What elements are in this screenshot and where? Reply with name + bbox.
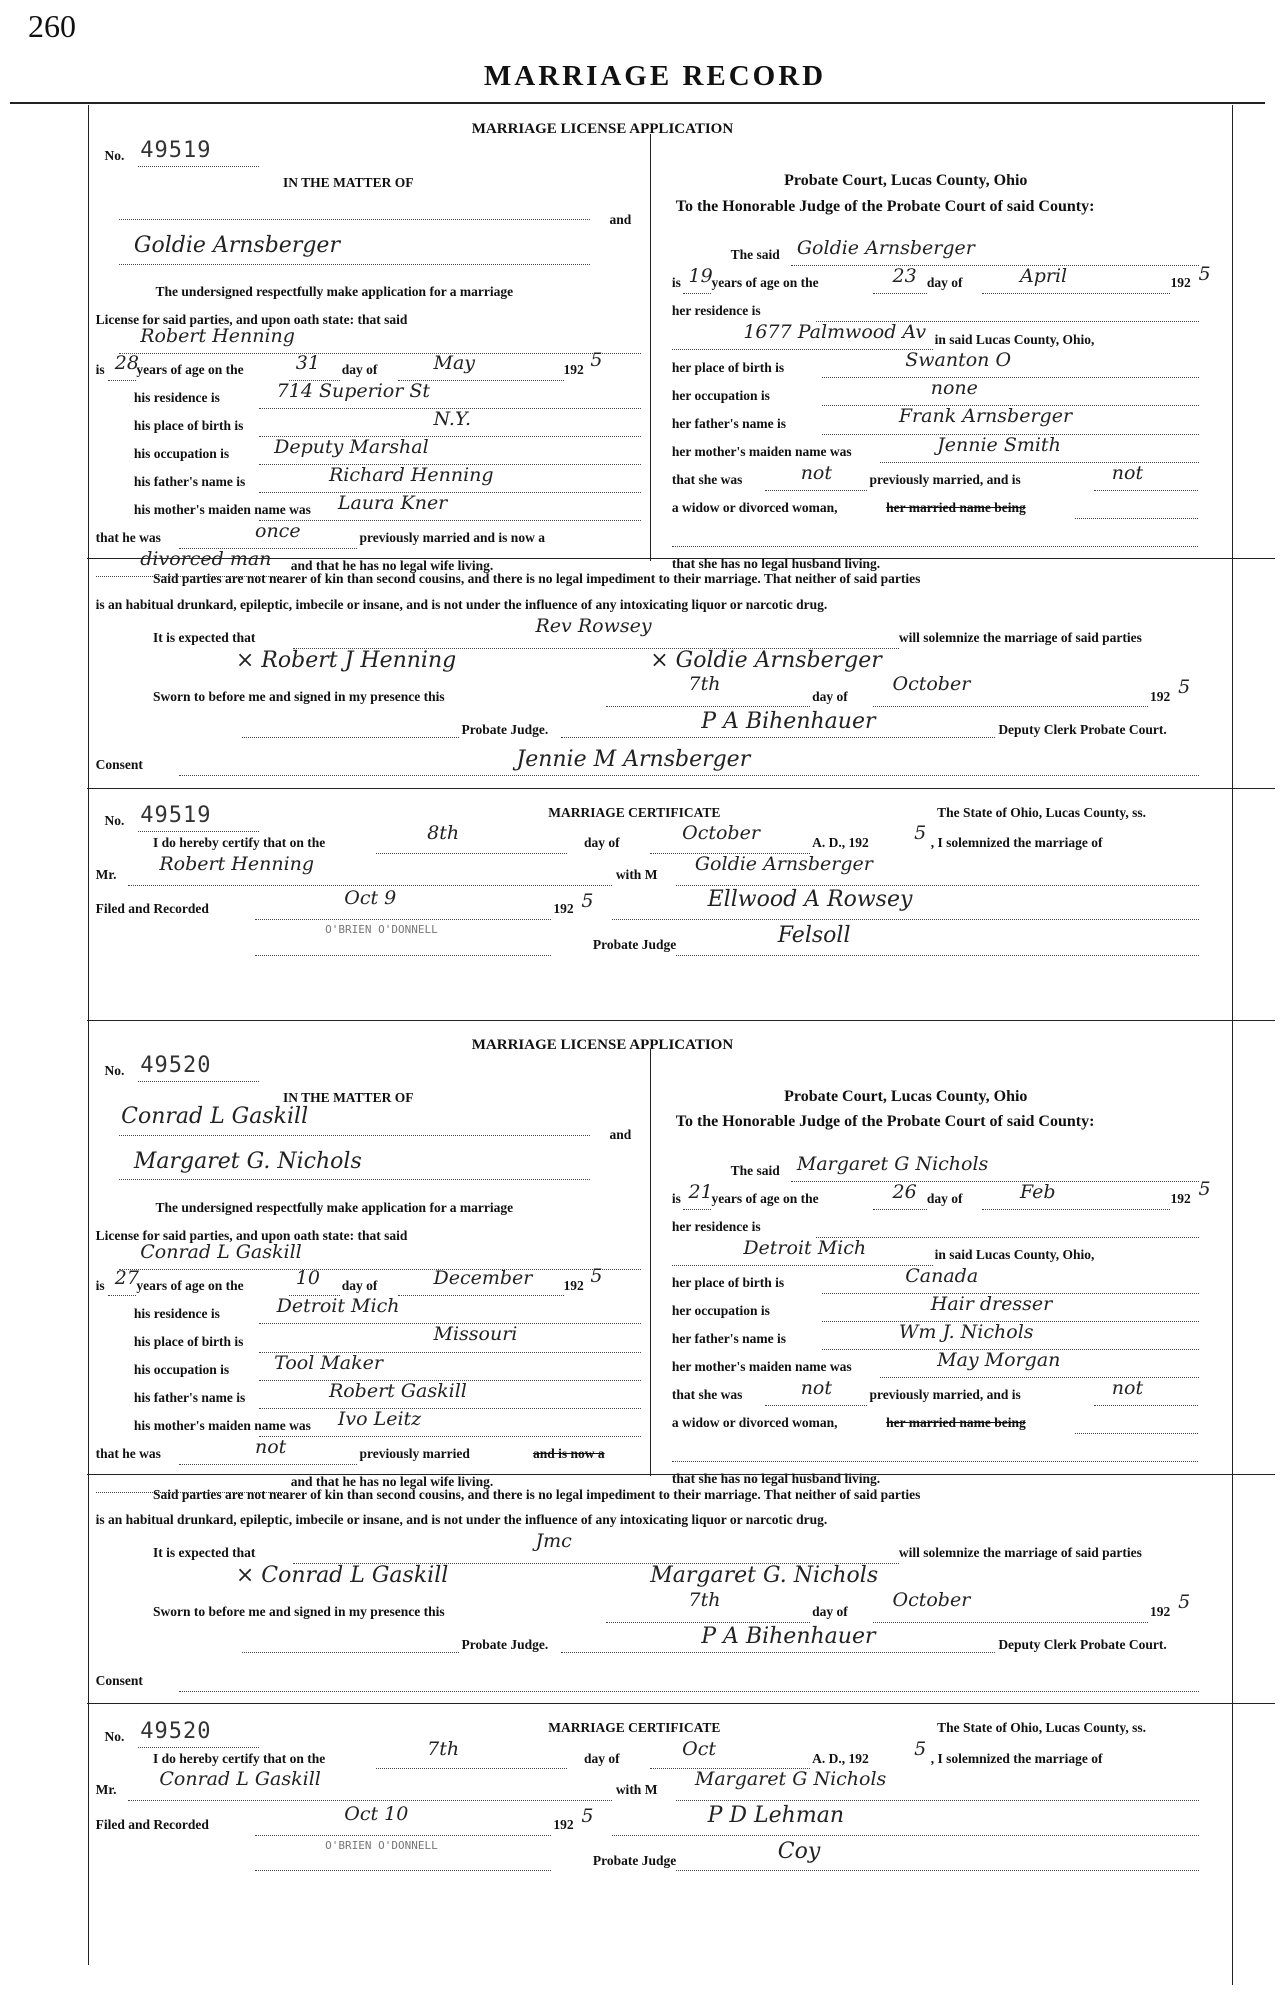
stamp: O'BRIEN O'DONNELL xyxy=(325,1838,438,1852)
underline xyxy=(259,520,642,521)
sworn-day-of: day of xyxy=(812,1603,848,1619)
b-occupation-label: her occupation is xyxy=(671,1303,770,1319)
underline xyxy=(255,1870,551,1871)
record-number: 49519 xyxy=(140,137,212,163)
cert-mr: Mr. xyxy=(95,1782,117,1798)
g-age: 27 xyxy=(114,1267,139,1290)
b-residence-label: her residence is xyxy=(671,1218,761,1234)
cert-with: with M xyxy=(615,867,658,882)
b-day: 26 xyxy=(892,1180,917,1203)
underline xyxy=(672,546,1199,547)
intro-line-1: The undersigned respectfully make application for a marriage xyxy=(155,284,514,300)
column-divider xyxy=(650,1049,651,1476)
underline xyxy=(255,1835,551,1836)
underline xyxy=(672,1265,933,1266)
b-occupation-value: Hair dresser xyxy=(930,1292,1053,1315)
g-day-of: day of xyxy=(341,1277,378,1293)
section-divider xyxy=(87,1020,1275,1021)
g-prev-text: previously married and is now a xyxy=(359,530,545,546)
underline xyxy=(376,853,567,854)
app-title: MARRIAGE LICENSE APPLICATION xyxy=(471,1036,734,1053)
underline xyxy=(179,1464,358,1465)
underline xyxy=(561,737,995,738)
cert-certify: I do hereby certify that on the xyxy=(153,835,326,851)
filed-label: Filed and Recorded xyxy=(95,901,209,917)
underline xyxy=(1094,1405,1199,1406)
cert-month: Oct xyxy=(682,1737,716,1760)
underline xyxy=(676,955,1199,956)
underline xyxy=(179,775,1199,776)
g-that-label: that he was xyxy=(95,530,161,546)
kin-line-1: Said parties are not nearer of kin than second cousins, and there is no legal impediment to their marriage. That neither of said parties xyxy=(153,571,921,587)
underline xyxy=(138,831,259,832)
b-age-text: years of age on the xyxy=(711,275,819,291)
cert-no-label: No. xyxy=(104,1728,125,1744)
b-mother-label: her mother's maiden name was xyxy=(671,443,852,459)
b-mother-label: her mother's maiden name was xyxy=(671,1359,852,1375)
cert-bride: Margaret G Nichols xyxy=(694,1768,887,1791)
intro-line-2: License for said parties, and upon oath state: that said xyxy=(95,312,408,328)
cert-judge-sig: Coy xyxy=(777,1838,821,1864)
b-residence-suffix: in said Lucas County, Ohio, xyxy=(934,331,1095,347)
b-occupation-value: none xyxy=(930,377,978,400)
cert-state: The State of Ohio, Lucas County, ss. xyxy=(937,1719,1147,1735)
b-occupation-label: her occupation is xyxy=(671,387,770,403)
underline xyxy=(119,1179,591,1180)
b-mother-value: Jennie Smith xyxy=(937,433,1061,456)
court-address: To the Honorable Judge of the Probate Court of said County: xyxy=(675,1113,1095,1131)
no-label: No. xyxy=(104,1063,125,1079)
g-prev-text: previously married xyxy=(359,1445,470,1461)
g-year: 5 xyxy=(590,1264,603,1287)
underline xyxy=(683,1209,711,1210)
underline xyxy=(765,1405,867,1406)
page-title: MARRIAGE RECORD xyxy=(483,60,827,92)
b-prev: not xyxy=(800,1377,832,1399)
filed-date: Oct 9 xyxy=(344,887,397,910)
g-nowife: and that he has no legal wife living. xyxy=(290,558,494,574)
cert-no-label: No. xyxy=(104,813,125,829)
underline xyxy=(128,1800,613,1801)
consent-label: Consent xyxy=(95,1672,143,1688)
cert-title: MARRIAGE CERTIFICATE xyxy=(548,1719,721,1735)
app-title: MARRIAGE LICENSE APPLICATION xyxy=(471,121,734,138)
g-residence-value: Detroit Mich xyxy=(276,1295,400,1318)
section-divider xyxy=(87,788,1275,789)
solemnize-text: will solemnize the marriage of said parties xyxy=(898,629,1142,645)
underline xyxy=(606,706,810,707)
g-father-value: Richard Henning xyxy=(328,464,494,487)
bride-name: Goldie Arnsberger xyxy=(133,233,340,259)
b-residence-value: Detroit Mich xyxy=(743,1236,867,1259)
consent-sig: Jennie M Arnsberger xyxy=(516,747,751,773)
g-residence-label: his residence is xyxy=(133,390,220,406)
matter-label: IN THE MATTER OF xyxy=(283,174,414,190)
underline xyxy=(119,219,591,220)
g-occupation-value: Tool Maker xyxy=(274,1351,383,1374)
g-prev: once xyxy=(255,520,301,543)
g-father-value: Robert Gaskill xyxy=(328,1379,467,1402)
underline xyxy=(259,1436,642,1437)
cert-judge-label: Probate Judge xyxy=(592,1852,677,1868)
b-name: Margaret G Nichols xyxy=(796,1152,989,1175)
g-father-label: his father's name is xyxy=(133,474,246,490)
g-occupation-value: Deputy Marshal xyxy=(274,436,429,459)
underline xyxy=(128,885,613,886)
b-year: 5 xyxy=(1198,262,1211,285)
b-day: 23 xyxy=(892,265,917,288)
b-is: is xyxy=(671,275,681,291)
b-birth-label: her place of birth is xyxy=(671,359,785,375)
underline xyxy=(676,885,1199,886)
b-year-prefix: 192 xyxy=(1170,275,1191,291)
g-mother-value: Laura Kner xyxy=(337,492,448,515)
g-mother-label: his mother's maiden name was xyxy=(133,502,311,518)
b-is: is xyxy=(671,1190,681,1206)
b-residence-label: her residence is xyxy=(671,303,761,319)
underline xyxy=(873,293,927,294)
groom-name-again: Conrad L Gaskill xyxy=(140,1240,302,1263)
b-birth-value: Swanton O xyxy=(905,349,1012,372)
cert-judge-label: Probate Judge xyxy=(592,937,677,953)
cert-ad: A. D., 192 xyxy=(812,835,869,851)
sworn-day: 7th xyxy=(688,673,721,696)
cert-groom: Robert Henning xyxy=(159,852,315,875)
cert-state: The State of Ohio, Lucas County, ss. xyxy=(937,804,1147,820)
b-month: April xyxy=(1020,265,1068,288)
underline xyxy=(982,1209,1171,1210)
underline xyxy=(376,1768,567,1769)
section-divider xyxy=(87,1474,1275,1475)
b-widow: not xyxy=(1111,461,1144,484)
underline xyxy=(606,1622,810,1623)
filed-year: 5 xyxy=(581,1805,594,1828)
and-label: and xyxy=(609,211,632,227)
underline xyxy=(880,462,1199,463)
g-birth-label: his place of birth is xyxy=(133,1333,244,1349)
g-year-prefix: 192 xyxy=(563,362,584,378)
underline xyxy=(1075,518,1199,519)
intro-line-2: License for said parties, and upon oath state: that said xyxy=(95,1227,408,1243)
g-is: is xyxy=(95,1277,105,1293)
g-status: divorced man xyxy=(140,548,272,571)
kin-line-2: is an habitual drunkard, epileptic, imbecile or insane, and is not under the influence of any intoxicating liquor or narcotic drug. xyxy=(95,596,828,612)
g-nowife: and that he has no legal wife living. xyxy=(290,1473,494,1489)
underline xyxy=(765,490,867,491)
g-mother-label: his mother's maiden name was xyxy=(133,1417,311,1433)
cert-solemnized: , I solemnized the marriage of xyxy=(930,1750,1103,1766)
cert-minister: P D Lehman xyxy=(707,1802,844,1828)
b-name: Goldie Arnsberger xyxy=(796,237,975,260)
g-year-prefix: 192 xyxy=(563,1277,584,1293)
cert-bride: Goldie Arnsberger xyxy=(694,852,873,875)
cert-judge-sig: Felsoll xyxy=(777,923,851,949)
b-said-label: The said xyxy=(730,247,780,263)
stamp: O'BRIEN O'DONNELL xyxy=(325,923,438,937)
cert-ad: A. D., 192 xyxy=(812,1750,869,1766)
b-struck: her married name being xyxy=(886,499,1026,515)
section-divider xyxy=(87,1703,1275,1704)
underline xyxy=(683,293,711,294)
cert-day: 7th xyxy=(427,1737,460,1760)
underline xyxy=(880,1377,1199,1378)
g-day: 31 xyxy=(295,351,320,374)
sworn-month: October xyxy=(892,673,971,696)
b-residence-value: 1677 Palmwood Av xyxy=(743,321,927,344)
b-day-of: day of xyxy=(926,275,963,291)
b-year-prefix: 192 xyxy=(1170,1190,1191,1206)
no-label: No. xyxy=(104,147,125,163)
underline xyxy=(255,919,551,920)
b-said-label: The said xyxy=(730,1162,780,1178)
underline xyxy=(138,1747,259,1748)
underline xyxy=(119,1135,591,1136)
underline xyxy=(259,1408,642,1409)
b-father-value: Frank Arnsberger xyxy=(898,405,1073,428)
g-day: 10 xyxy=(295,1267,320,1290)
underline xyxy=(816,1237,1199,1238)
sworn-label: Sworn to before me and signed in my presence this xyxy=(153,1603,445,1619)
b-age-text: years of age on the xyxy=(711,1190,819,1206)
court-address: To the Honorable Judge of the Probate Court of said County: xyxy=(675,197,1095,215)
b-widow-text: a widow or divorced woman, xyxy=(671,499,838,515)
g-birth-label: his place of birth is xyxy=(133,418,244,434)
sig-bride: × Goldie Arnsberger xyxy=(650,647,882,673)
bride-name: Margaret G. Nichols xyxy=(133,1148,362,1174)
b-residence-suffix: in said Lucas County, Ohio, xyxy=(934,1246,1095,1262)
cert-with: with M xyxy=(615,1782,658,1798)
underline xyxy=(108,1295,136,1296)
kin-line-1: Said parties are not nearer of kin than second cousins, and there is no legal impediment to their marriage. That neither of said parties xyxy=(153,1486,921,1502)
cert-certify: I do hereby certify that on the xyxy=(153,1750,326,1766)
consent-label: Consent xyxy=(95,757,143,773)
underline xyxy=(672,349,933,350)
sworn-year-prefix: 192 xyxy=(1150,688,1171,704)
b-that-label: that she was xyxy=(671,1387,743,1403)
g-birth-value: N.Y. xyxy=(433,408,472,430)
groom-name: Conrad L Gaskill xyxy=(121,1104,309,1130)
sworn-year-prefix: 192 xyxy=(1150,1603,1171,1619)
b-father-label: her father's name is xyxy=(671,1331,787,1347)
kin-line-2: is an habitual drunkard, epileptic, imbecile or insane, and is not under the influence of any intoxicating liquor or narcotic drug. xyxy=(95,1512,828,1528)
cert-number: 49520 xyxy=(140,1718,212,1744)
officiant: Rev Rowsey xyxy=(535,614,652,637)
sworn-label: Sworn to before me and signed in my presence this xyxy=(153,688,445,704)
cert-title: MARRIAGE CERTIFICATE xyxy=(548,804,721,820)
b-birth-value: Canada xyxy=(905,1264,979,1287)
intro-line-1: The undersigned respectfully make application for a marriage xyxy=(155,1199,514,1215)
sworn-month: October xyxy=(892,1588,971,1611)
g-is: is xyxy=(95,362,105,378)
cert-mr: Mr. xyxy=(95,867,117,882)
judge-label: Probate Judge. xyxy=(461,1637,549,1653)
g-year: 5 xyxy=(590,349,603,372)
underline xyxy=(108,380,136,381)
underline xyxy=(119,1269,642,1270)
matter-label: IN THE MATTER OF xyxy=(283,1090,414,1106)
court-title: Probate Court, Lucas County, Ohio xyxy=(784,172,1028,190)
underline xyxy=(242,1652,459,1653)
underline xyxy=(561,1652,995,1653)
filed-year-prefix: 192 xyxy=(553,1816,574,1832)
b-father-value: Wm J. Nichols xyxy=(898,1320,1034,1343)
b-age: 19 xyxy=(688,265,713,288)
deputy-label: Deputy Clerk Probate Court. xyxy=(998,721,1167,737)
sworn-year: 5 xyxy=(1178,675,1191,698)
section-divider xyxy=(87,558,1275,559)
b-father-label: her father's name is xyxy=(671,415,787,431)
g-age-text: years of age on the xyxy=(136,362,244,378)
b-birth-label: her place of birth is xyxy=(671,1275,785,1290)
court-title: Probate Court, Lucas County, Ohio xyxy=(784,1087,1028,1105)
cert-day-of: day of xyxy=(583,1750,620,1766)
deputy-sig: P A Bihenhauer xyxy=(701,708,876,734)
g-father-label: his father's name is xyxy=(133,1389,246,1405)
b-widow: not xyxy=(1111,1377,1144,1399)
deputy-label: Deputy Clerk Probate Court. xyxy=(998,1637,1167,1653)
page-number: 260 xyxy=(28,8,76,44)
underline xyxy=(791,265,1199,266)
g-prev: not xyxy=(255,1435,287,1458)
filed-date: Oct 10 xyxy=(344,1802,409,1825)
b-prev-text: previously married, and is xyxy=(869,1387,1021,1403)
g-prev-struck: and is now a xyxy=(532,1445,605,1461)
underline xyxy=(672,1461,1199,1462)
b-month: Feb xyxy=(1020,1180,1056,1203)
underline xyxy=(398,1295,564,1296)
underline xyxy=(1075,1433,1199,1434)
cert-solemnized: , I solemnized the marriage of xyxy=(930,835,1103,851)
g-residence-value: 714 Superior St xyxy=(276,379,431,402)
underline xyxy=(873,706,1147,707)
underline xyxy=(873,1209,927,1210)
g-that-label: that he was xyxy=(95,1445,161,1461)
filed-year: 5 xyxy=(581,889,594,912)
g-occupation-label: his occupation is xyxy=(133,1361,230,1377)
underline xyxy=(179,1691,1199,1692)
g-age-text: years of age on the xyxy=(136,1277,244,1293)
b-prev-text: previously married, and is xyxy=(869,471,1021,487)
underline xyxy=(138,166,259,167)
cert-day-of: day of xyxy=(583,835,620,851)
b-widow-text: a widow or divorced woman, xyxy=(671,1415,838,1431)
filed-year-prefix: 192 xyxy=(553,901,574,917)
underline xyxy=(242,737,459,738)
g-residence-label: his residence is xyxy=(133,1305,220,1321)
cert-month: October xyxy=(682,822,760,845)
underline xyxy=(791,1181,1199,1182)
cert-year: 5 xyxy=(914,822,927,845)
b-prev: not xyxy=(800,461,832,484)
b-day-of: day of xyxy=(926,1190,963,1206)
sworn-day: 7th xyxy=(688,1588,721,1611)
sworn-year: 5 xyxy=(1178,1591,1191,1614)
b-nohusband: that she has no legal husband living. xyxy=(671,1471,881,1487)
judge-label: Probate Judge. xyxy=(461,721,549,737)
deputy-sig: P A Bihenhauer xyxy=(701,1624,876,1650)
sig-groom: × Robert J Henning xyxy=(235,647,457,673)
underline xyxy=(873,1622,1147,1623)
solemnize-text: will solemnize the marriage of said parties xyxy=(898,1545,1142,1561)
underline xyxy=(676,1870,1199,1871)
sworn-day-of: day of xyxy=(812,688,848,704)
g-month: May xyxy=(433,351,476,374)
g-day-of: day of xyxy=(341,362,378,378)
underline xyxy=(119,264,591,265)
underline xyxy=(676,1800,1199,1801)
sig-groom: × Conrad L Gaskill xyxy=(235,1563,449,1589)
underline xyxy=(982,293,1171,294)
cert-groom: Conrad L Gaskill xyxy=(159,1768,321,1791)
g-occupation-label: his occupation is xyxy=(133,446,230,462)
record-number: 49520 xyxy=(140,1053,212,1079)
groom-name-again: Robert Henning xyxy=(140,325,295,348)
b-age: 21 xyxy=(688,1180,713,1203)
g-age: 28 xyxy=(114,351,139,374)
expected-label: It is expected that xyxy=(153,1545,256,1561)
underline xyxy=(259,492,642,493)
b-mother-value: May Morgan xyxy=(937,1348,1061,1371)
expected-label: It is expected that xyxy=(153,629,256,645)
underline xyxy=(119,353,642,354)
underline xyxy=(138,1081,259,1082)
cert-year: 5 xyxy=(914,1737,927,1760)
b-nohusband: that she has no legal husband living. xyxy=(671,555,881,571)
b-year: 5 xyxy=(1198,1178,1211,1201)
cert-number: 49519 xyxy=(140,803,212,829)
g-mother-value: Ivo Leitz xyxy=(337,1407,422,1430)
cert-minister: Ellwood A Rowsey xyxy=(707,887,913,913)
underline xyxy=(1094,490,1199,491)
and-label: and xyxy=(609,1127,632,1143)
cert-day: 8th xyxy=(427,822,460,845)
underline xyxy=(255,955,551,956)
officiant: Jmc xyxy=(535,1530,572,1552)
underline xyxy=(822,377,1198,378)
b-that-label: that she was xyxy=(671,471,743,487)
g-birth-value: Missouri xyxy=(433,1323,518,1346)
g-month: December xyxy=(433,1267,533,1290)
sig-bride: Margaret G. Nichols xyxy=(650,1563,879,1589)
underline xyxy=(612,1835,1199,1836)
underline xyxy=(612,919,1199,920)
b-struck: her married name being xyxy=(886,1415,1026,1431)
filed-label: Filed and Recorded xyxy=(95,1816,209,1832)
column-divider xyxy=(650,134,651,561)
